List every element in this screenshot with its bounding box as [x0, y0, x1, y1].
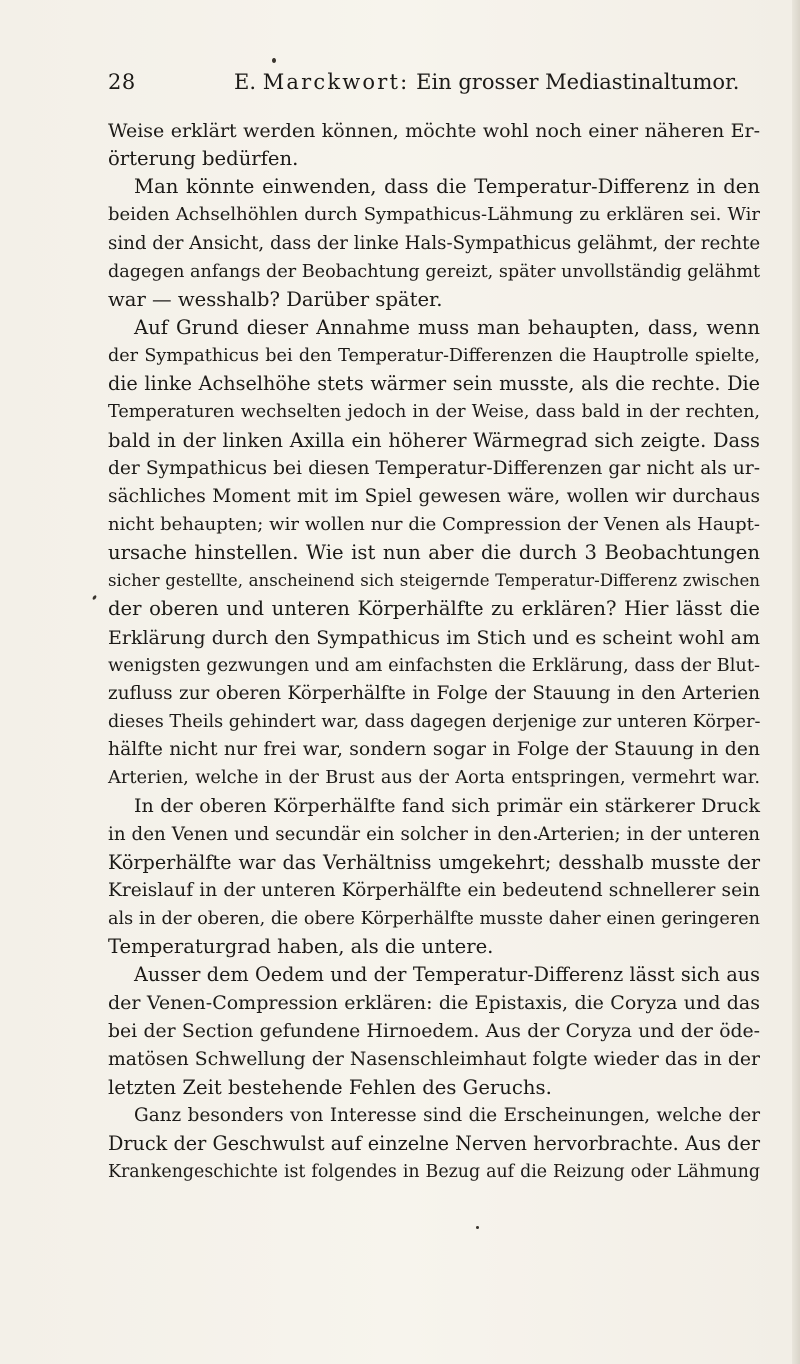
text-line: ursache hinstellen. Wie ist nun aber die durch 3 Beobachtungen — [108, 541, 760, 565]
text-line: in den Venen und secundär ein solcher in den Arterien; in der unteren — [108, 823, 760, 845]
author-name: Marckwort: — [262, 70, 410, 94]
text-line: Ganz besonders von Interesse sind die Erscheinungen, welche der — [134, 1104, 760, 1126]
running-header — [108, 70, 768, 110]
text-line: dagegen anfangs der Beobachtung gereizt, später unvollständig gelähmt — [108, 261, 761, 282]
text-line: nicht behaupten; wir wollen nur die Compression der Venen als Haupt- — [108, 513, 760, 535]
text-line: der oberen und unteren Körperhälfte zu erklären? Hier lässt die — [108, 597, 760, 621]
body-text — [108, 117, 760, 1186]
text-line: Arterien, welche in der Brust aus der Aorta entspringen, vermehrt war. — [108, 767, 760, 789]
text-line: letzten Zeit bestehende Fehlen des Geruchs. — [108, 1075, 552, 1099]
text-line: wenigsten gezwungen und am einfachsten die Erklärung, dass der Blut- — [108, 654, 760, 676]
text-line: Temperaturgrad haben, als die untere. — [108, 935, 494, 959]
text-line: sind der Ansicht, dass der linke Hals-Sympathicus gelähmt, der rechte — [108, 232, 761, 254]
text-line: bei der Section gefundene Hirnoedem. Aus der Coryza und der öde- — [108, 1020, 760, 1042]
text-line: Auf Grund dieser Annahme muss man behaupten, dass, wenn — [134, 315, 760, 339]
text-line: der Venen-Compression erklären: die Epistaxis, die Coryza und das — [108, 992, 760, 1015]
text-line: der Sympathicus bei den Temperatur-Differenzen die Hauptrolle spielte, — [108, 346, 760, 367]
text-line: dieses Theils gehindert war, dass dagegen derjenige zur unteren Körper- — [108, 711, 761, 732]
text-line: Krankengeschichte ist folgendes in Bezug auf die Reizung oder Lähmung — [108, 1162, 760, 1183]
running-title — [234, 70, 739, 94]
text-line: sächliches Moment mit im Spiel gewesen wäre, wollen wir durchaus — [108, 485, 760, 507]
text-line: In der oberen Körperhälfte fand sich primär ein stärkerer Druck — [134, 795, 760, 818]
text-line: Ausser dem Oedem und der Temperatur-Differenz lässt sich aus — [134, 963, 760, 987]
text-line: als in der oberen, die obere Körperhälfte musste daher einen geringeren — [108, 908, 760, 929]
text-line: Druck der Geschwulst auf einzelne Nerven hervorbrachte. Aus der — [108, 1132, 760, 1156]
text-line: Temperaturen wechselten jedoch in der Weise, dass bald in der rechten, — [108, 402, 760, 423]
paper-speck — [476, 1226, 479, 1229]
text-line: Man könnte einwenden, dass die Temperatur-Differenz in den — [134, 175, 760, 199]
text-line: die linke Achselhöhe stets wärmer sein musste, als die rechte. Die — [108, 372, 760, 396]
author-initial: E. — [234, 70, 257, 94]
text-line: örterung bedürfen. — [108, 147, 299, 171]
page-edge — [792, 0, 800, 1364]
text-line: Körperhälfte war das Verhältniss umgekehrt; desshalb musste der — [108, 850, 760, 874]
text-line: matösen Schwellung der Nasenschleimhaut folgte wieder das in der — [108, 1048, 760, 1070]
page-number: 28 — [108, 70, 136, 94]
paper-speck — [272, 58, 276, 63]
text-line: Weise erklärt werden können, möchte wohl noch einer näheren Er- — [108, 120, 760, 142]
text-line: hälfte nicht nur frei war, sondern sogar in Folge der Stauung in den — [108, 739, 760, 761]
text-line: bald in der linken Axilla ein höherer Wärmegrad sich zeigte. Dass — [108, 428, 760, 452]
text-line: der Sympathicus bei diesen Temperatur-Differenzen gar nicht als ur- — [108, 457, 760, 479]
text-line: sicher gestellte, anscheinend sich steigernde Temperatur-Differenz zwischen — [108, 571, 760, 591]
text-line: beiden Achselhöhlen durch Sympathicus-Lähmung zu erklären sei. Wir — [108, 204, 760, 226]
text-line: war — wesshalb? Darüber später. — [108, 287, 443, 311]
text-line: zufluss zur oberen Körperhälfte in Folge der Stauung in den Arterien — [108, 682, 760, 704]
text-line: Erklärung durch den Sympathicus im Stich und es scheint wohl am — [108, 626, 760, 649]
article-title: Ein grosser Mediastinaltumor. — [416, 70, 740, 94]
text-line: Kreislauf in der unteren Körperhälfte ein bedeutend schnellerer sein — [108, 879, 760, 901]
